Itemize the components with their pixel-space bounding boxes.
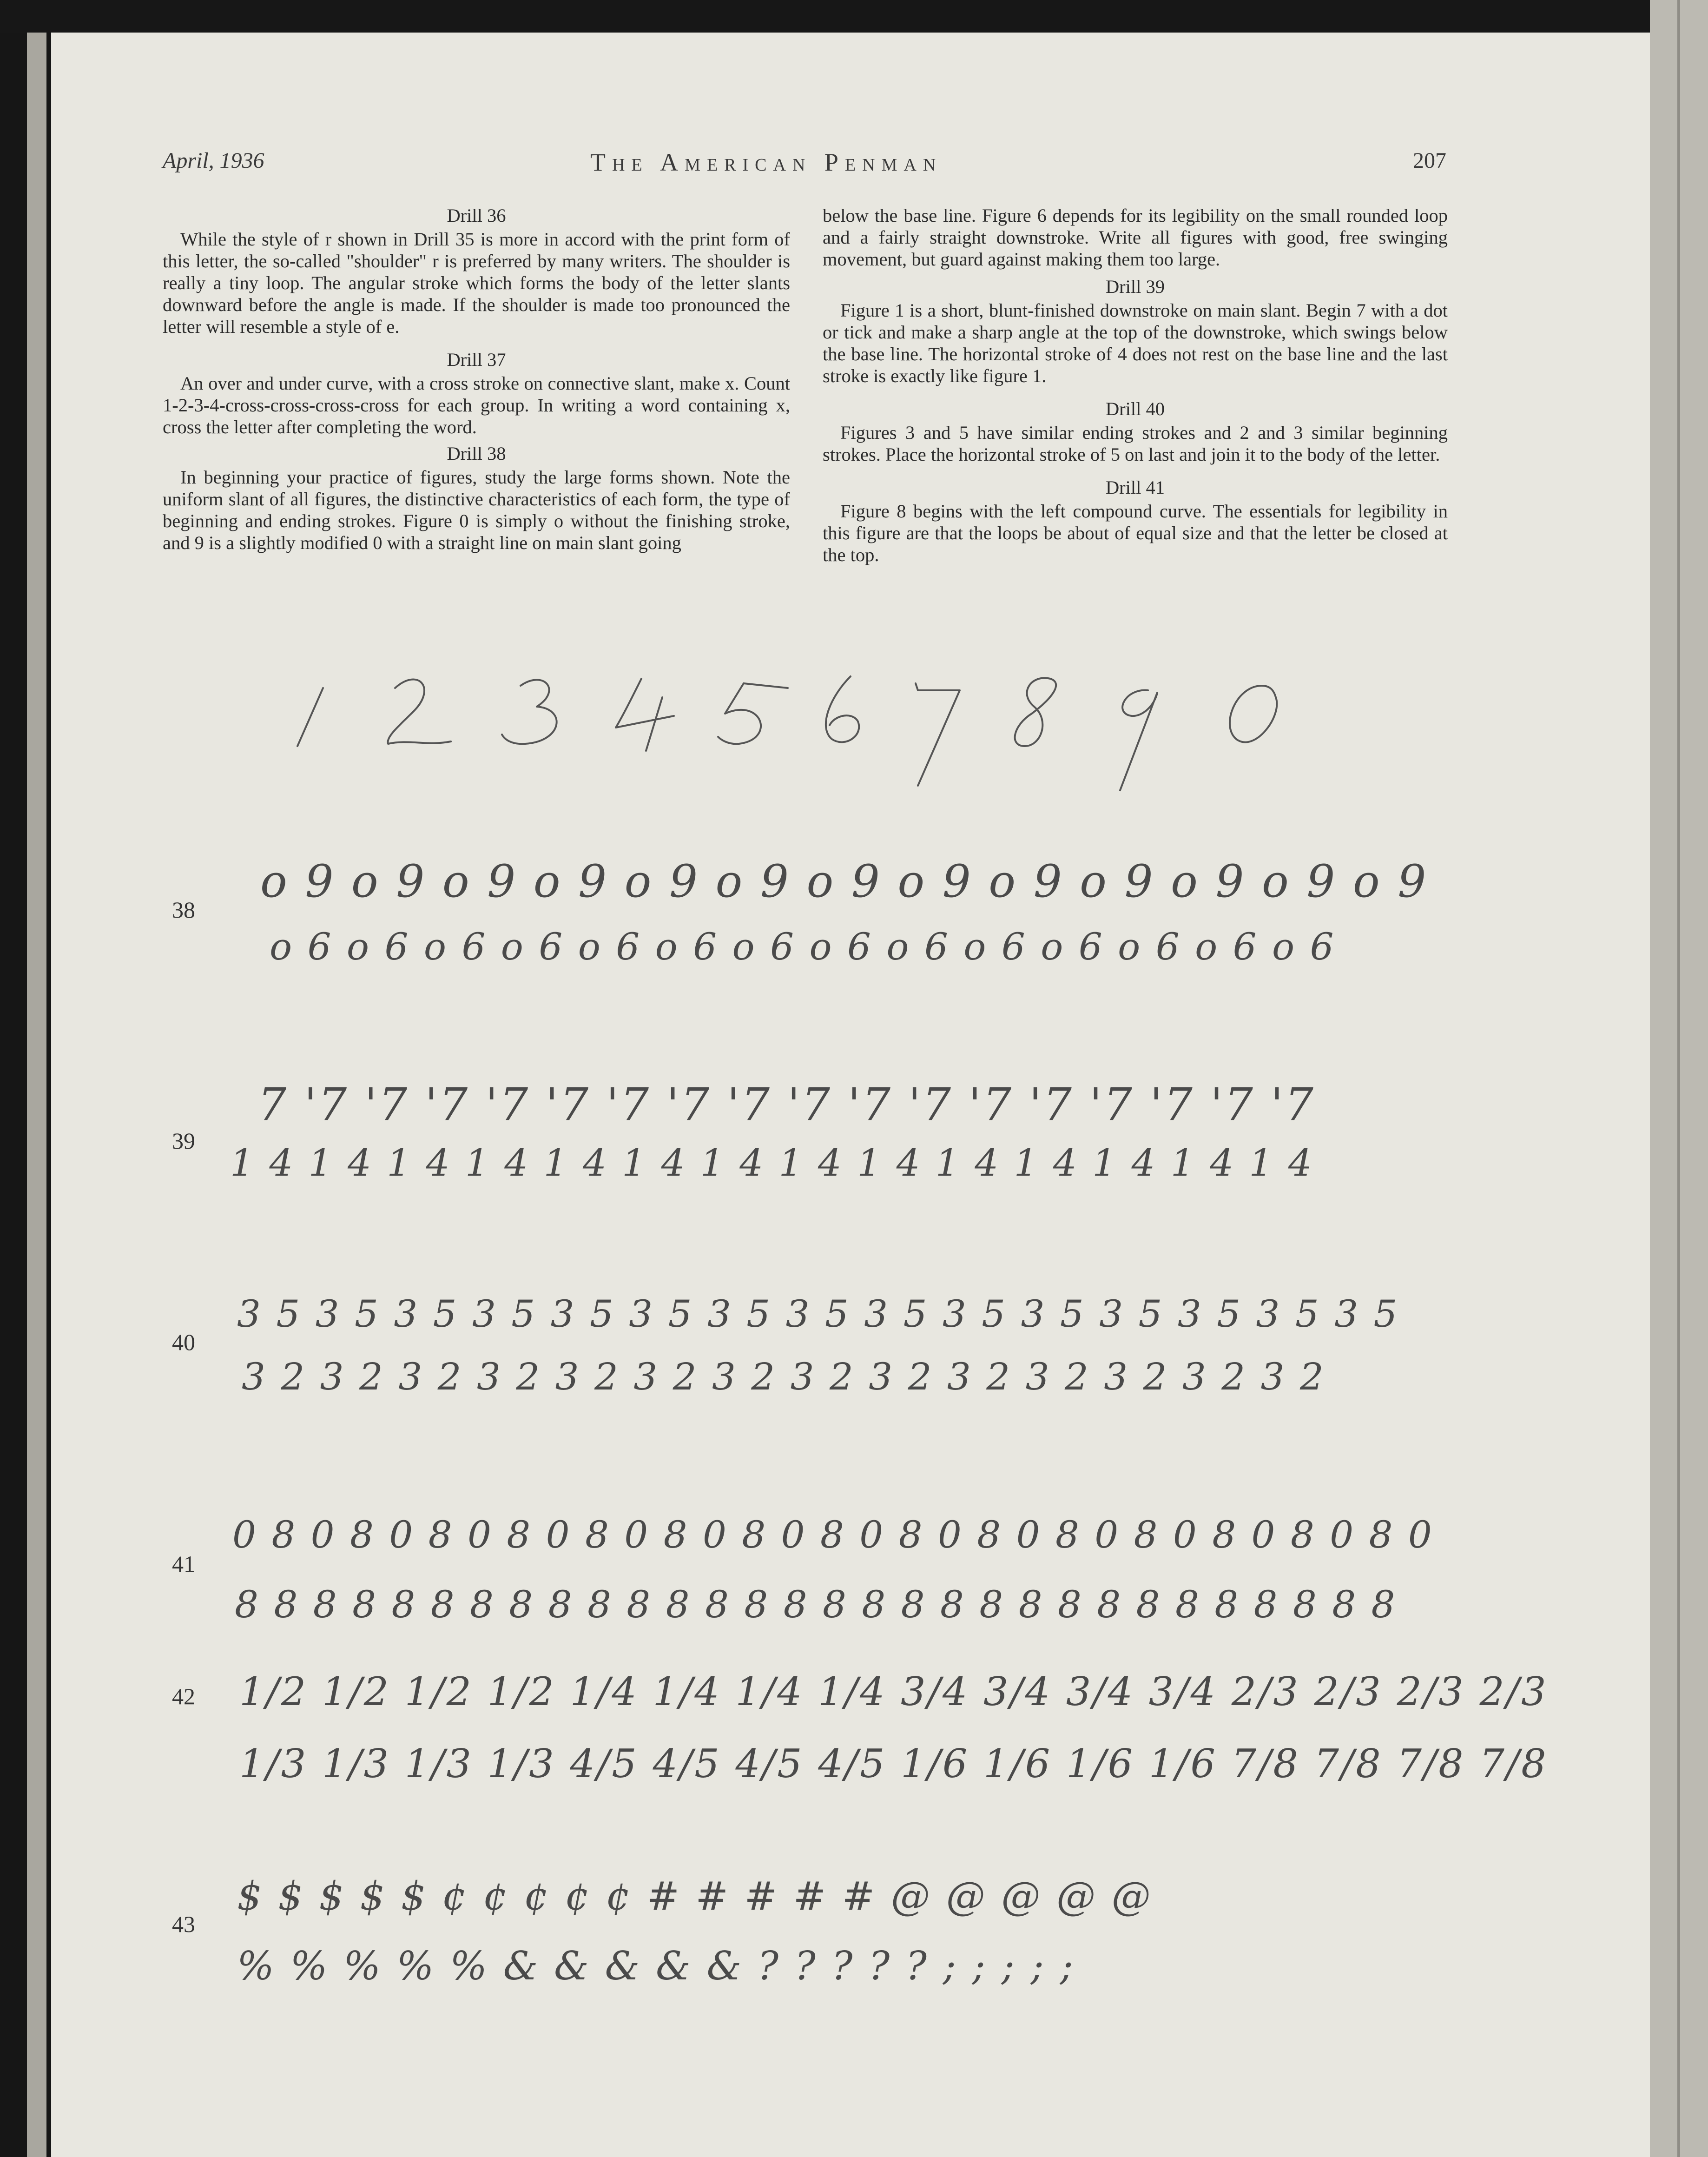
drill-39-label: 39	[172, 1128, 195, 1154]
drill-43-row-1: $ $ $ $ $ ¢ ¢ ¢ ¢ ¢ # # # # # @ @ @ @ @	[237, 1873, 1153, 1919]
drill-41-text: Figure 8 begins with the left compound curve. The essentials for legibility in this figure are that the loops be about of equal size and that the letter be closed at the top.	[823, 501, 1448, 565]
drill-43-label: 43	[172, 1911, 195, 1937]
drill-40-row-1: 3 5 3 5 3 5 3 5 3 5 3 5 3 5 3 5 3 5 3 5 3 5 3 5 3 5 3 5 3 5	[237, 1292, 1399, 1336]
model-figure-6	[826, 676, 859, 742]
drill-37-heading: Drill 37	[447, 349, 506, 370]
drill-40-label: 40	[172, 1329, 195, 1355]
scan-top-border	[0, 0, 1708, 33]
issue-date: April, 1936	[163, 148, 264, 173]
drill-39-row-1: 7 '7 '7 '7 '7 '7 '7 '7 '7 '7 '7 '7 '7 '7 '7 '7 '7 '7	[258, 1078, 1315, 1131]
drill-39-row-2: 1 4 1 4 1 4 1 4 1 4 1 4 1 4 1 4 1 4 1 4 1 4 1 4 1 4 1 4	[230, 1141, 1314, 1184]
drill-38-label: 38	[172, 897, 195, 923]
model-figure-4	[616, 679, 674, 751]
drill-41-heading: Drill 41	[1105, 477, 1165, 498]
drill-36-text: While the style of r shown in Drill 35 is more in accord with the print form of this letter, the so-called "shoulder" r is preferred by many writers. The shoulder is really a tiny loop. The angular stroke which forms the body of the letter slants downward before the angle is made. If the shoulder is made too pronounced the letter will resemble a style of e.	[163, 229, 790, 337]
magazine-title: The American Penman	[590, 148, 943, 176]
drill-42-label: 42	[172, 1683, 195, 1709]
model-figure-3	[502, 680, 557, 744]
model-figure-0	[1230, 686, 1277, 742]
model-figure-5	[718, 683, 788, 744]
drill-41-row-1: 0 8 0 8 0 8 0 8 0 8 0 8 0 8 0 8 0 8 0 8 0 8 0 8 0 8 0 8 0 8 0	[232, 1513, 1434, 1556]
drill-38-continuation: below the base line. Figure 6 depends for its legibility on the small rounded loop and a fairly straight downstroke. Write all figures with good, free swinging movement, but guard against making them too large.	[823, 205, 1448, 270]
model-figure-7	[916, 683, 960, 786]
drill-42-row-2: 1/3 1/3 1/3 1/3 4/5 4/5 4/5 4/5 1/6 1/6 1/6 1/6 7/8 7/8 7/8 7/8	[239, 1741, 1548, 1786]
drill-36-heading: Drill 36	[447, 205, 506, 226]
page-stack-line	[1677, 0, 1680, 2157]
drill-37-text: An over and under curve, with a cross stroke on connective slant, make x. Count 1-2-3-4-cross-cross-cross-cross for each group. In writing a word containing x, cross the letter after completing the word.	[163, 373, 790, 437]
drill-41-row-2: 8 8 8 8 8 8 8 8 8 8 8 8 8 8 8 8 8 8 8 8 8 8 8 8 8 8 8 8 8 8	[235, 1583, 1397, 1626]
drill-38-heading: Drill 38	[447, 443, 506, 464]
page-number: 207	[1413, 148, 1446, 173]
drill-41-label: 41	[172, 1551, 195, 1577]
model-figures	[279, 646, 1418, 814]
drill-38-text: In beginning your practice of figures, study the large forms shown. Note the uniform slant of all figures, the distinctive characteristics of each form, the type of beginning and ending strokes. Figure 0 is simply o without the finishing stroke, and 9 is a slightly modified 0 with a straight line on main slant going	[163, 467, 790, 553]
previous-page-edge	[27, 0, 46, 2157]
model-figure-2	[388, 679, 451, 744]
drill-38-row-2: o 6 o 6 o 6 o 6 o 6 o 6 o 6 o 6 o 6 o 6 o 6 o 6 o 6 o 6	[270, 925, 1336, 968]
drill-40-row-2: 3 2 3 2 3 2 3 2 3 2 3 2 3 2 3 2 3 2 3 2 3 2 3 2 3 2 3 2	[242, 1355, 1326, 1398]
drill-39-text: Figure 1 is a short, blunt-finished downstroke on main slant. Begin 7 with a dot or tick and make a sharp angle at the top of the downstroke, which swings below the base line. The horizontal stroke of 4 does not rest on the base line and the last stroke is exactly like figure 1.	[823, 300, 1448, 386]
drill-40-heading: Drill 40	[1105, 398, 1165, 419]
model-figure-9	[1120, 690, 1157, 790]
drill-40-text: Figures 3 and 5 have similar ending strokes and 2 and 3 similar beginning strokes. Place the horizontal stroke of 5 on last and join it to the body of the letter.	[823, 422, 1448, 465]
model-figure-8	[1015, 678, 1056, 746]
right-text-column	[823, 205, 1448, 577]
drill-39-heading: Drill 39	[1105, 276, 1165, 297]
drill-43-row-2: % % % % % & & & & & ? ? ? ? ? ; ; ; ; ;	[237, 1943, 1075, 1989]
drill-42-row-1: 1/2 1/2 1/2 1/2 1/4 1/4 1/4 1/4 3/4 3/4 3/4 3/4 2/3 2/3 2/3 2/3	[239, 1669, 1548, 1714]
drill-38-row-1: o 9 o 9 o 9 o 9 o 9 o 9 o 9 o 9 o 9 o 9 o 9 o 9 o 9	[260, 855, 1428, 907]
left-text-column	[163, 205, 790, 565]
model-figure-1	[297, 688, 323, 746]
